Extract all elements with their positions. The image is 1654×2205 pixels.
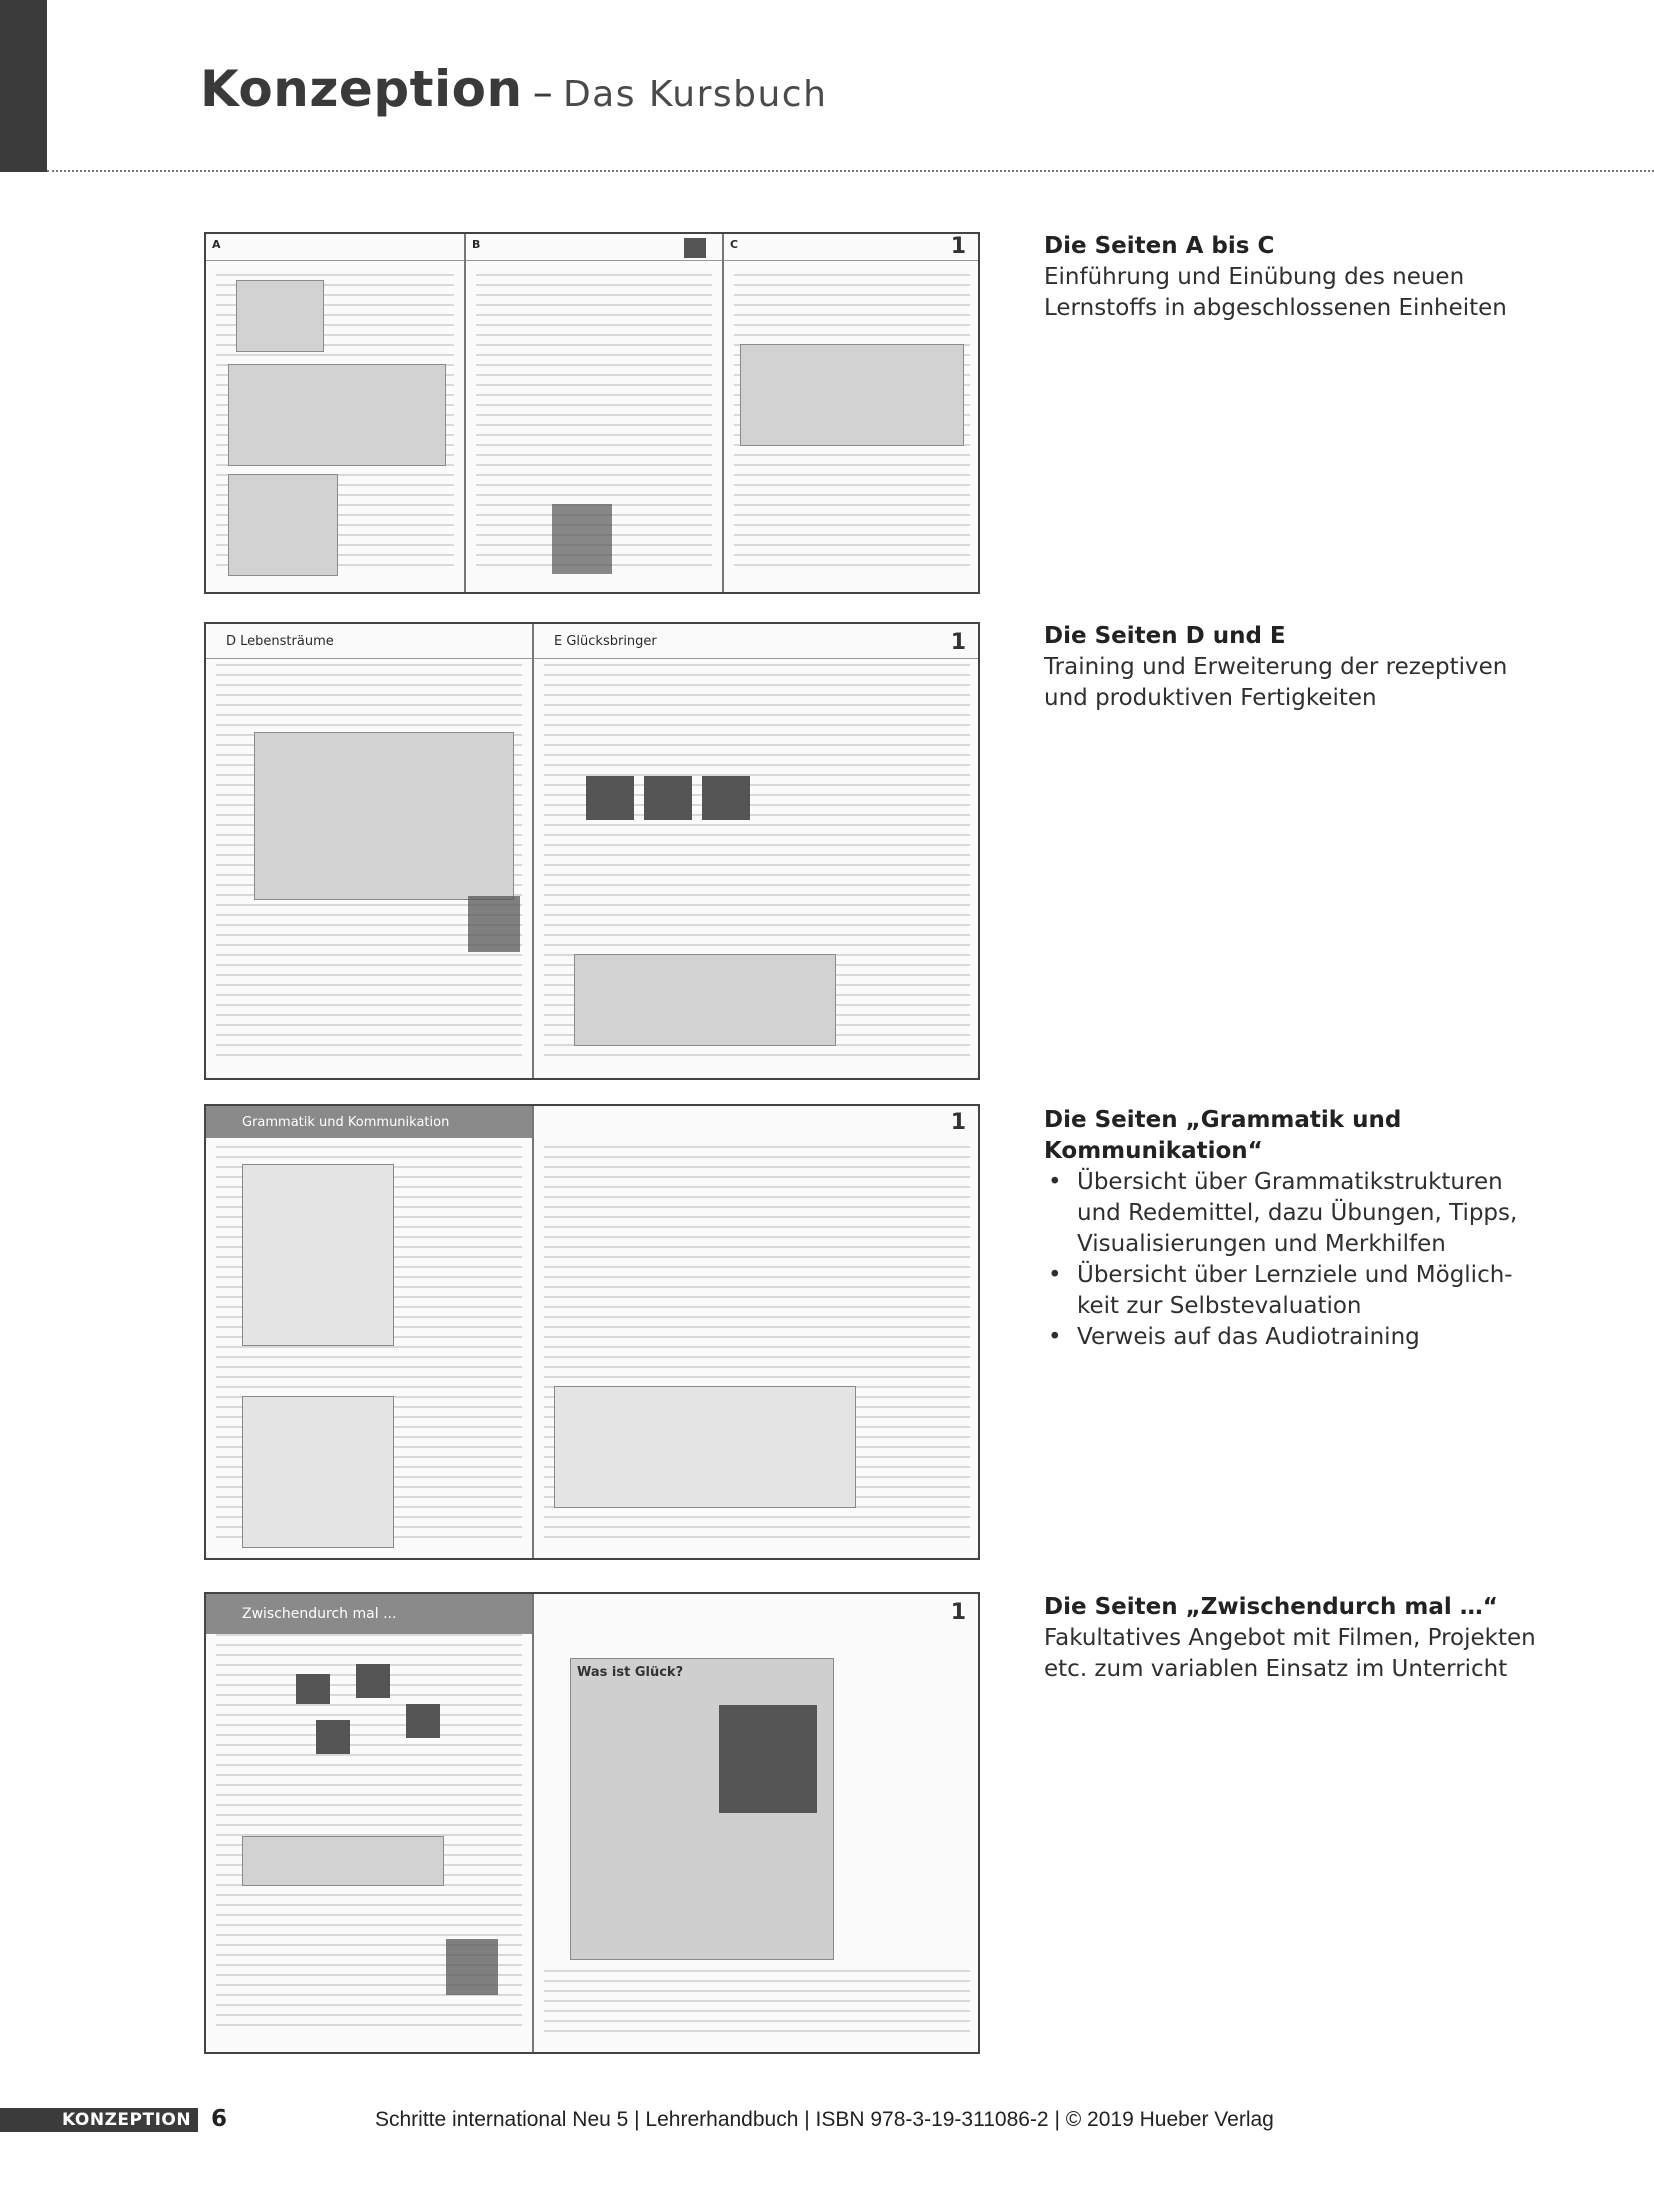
title-main: Konzeption [200, 60, 523, 118]
bullet-line: keit zur Selbstevaluation [1077, 1293, 1362, 1319]
title-dash: – [532, 70, 553, 116]
thumb-page-was-ist-glueck [534, 1594, 980, 2052]
thumb-page-zwischendurch [206, 1594, 532, 2052]
thumb-label-c: C [730, 238, 739, 251]
thumb-label-d: D Lebensträume [226, 634, 334, 649]
section-heading: Die Seiten „Zwischendurch mal …“ [1044, 1594, 1498, 1620]
bullet-item [1044, 1322, 1624, 1353]
thumb-lesson-number: 1 [950, 630, 966, 655]
thumb-lesson-number: 1 [950, 1600, 966, 1625]
bullet-line: • Übersicht über Lernziele und Möglich- [1077, 1262, 1513, 1288]
section-text-line: Fakultatives Angebot mit Filmen, Projekten [1044, 1625, 1536, 1651]
section-pages-d-and-e [1044, 621, 1624, 714]
thumb-lesson-number: 1 [950, 234, 966, 259]
thumbnail-zwischendurch-mal [204, 1592, 980, 2054]
bullet-line: • Verweis auf das Audiotraining [1077, 1324, 1420, 1350]
section-grammar-and-communication [1044, 1105, 1624, 1353]
thumb-lesson-number: 1 [950, 1110, 966, 1135]
bullet-list [1044, 1167, 1624, 1353]
section-heading-line: Die Seiten „Grammatik und [1044, 1107, 1402, 1133]
bullet-line: und Redemittel, dazu Übungen, Tipps, [1077, 1200, 1518, 1226]
section-text-line: Lernstoffs in abgeschlossenen Einheiten [1044, 295, 1507, 321]
bullet-item [1044, 1167, 1624, 1260]
thumb-label-grammar: Grammatik und Kommunikation [242, 1115, 450, 1130]
section-heading-line: Kommunikation“ [1044, 1138, 1263, 1164]
thumb-page-a [206, 234, 464, 592]
footer-credit: Schritte international Neu 5 | Lehrerhandbuch | ISBN 978-3-19-311086-2 | © 2019 Hueber Verlag [375, 2108, 1274, 2131]
thumb-label-was-ist-glueck: Was ist Glück? [577, 1665, 684, 1680]
footer-page-number: 6 [211, 2106, 228, 2132]
section-pages-a-to-c [1044, 231, 1624, 324]
page-title [200, 60, 827, 118]
section-text-line: etc. zum variablen Einsatz im Unterricht [1044, 1656, 1508, 1682]
header-divider [47, 170, 1654, 172]
thumbnail-pages-a-to-c [204, 232, 980, 594]
thumb-page-d [206, 624, 532, 1078]
thumb-label-zwischendurch: Zwischendurch mal ... [242, 1606, 397, 1622]
thumb-page-communication [534, 1106, 980, 1558]
footer-section-tag: KONZEPTION [0, 2108, 198, 2132]
bullet-item [1044, 1260, 1624, 1322]
thumbnail-grammar-and-communication [204, 1104, 980, 1560]
bullet-line: Visualisierungen und Merkhilfen [1077, 1231, 1446, 1257]
thumbnail-pages-d-and-e [204, 622, 980, 1080]
section-text-line: Training und Erweiterung der rezeptiven [1044, 654, 1508, 680]
section-heading: Die Seiten A bis C [1044, 233, 1275, 259]
title-subtitle: Das Kursbuch [562, 74, 828, 115]
section-text-line: und produktiven Fertigkeiten [1044, 685, 1377, 711]
thumb-page-c [724, 234, 980, 592]
thumb-label-b: B [472, 238, 481, 251]
thumb-label-a: A [212, 238, 221, 251]
left-header-bar [0, 0, 47, 172]
thumb-label-e: E Glücksbringer [554, 634, 657, 649]
section-zwischendurch-mal [1044, 1592, 1624, 1685]
thumb-page-grammar [206, 1106, 532, 1558]
section-text-line: Einführung und Einübung des neuen [1044, 264, 1465, 290]
thumb-page-e [534, 624, 980, 1078]
thumb-page-b [466, 234, 722, 592]
page-footer [0, 2108, 1654, 2132]
bullet-line: • Übersicht über Grammatikstrukturen [1077, 1169, 1503, 1195]
section-heading: Die Seiten D und E [1044, 623, 1286, 649]
